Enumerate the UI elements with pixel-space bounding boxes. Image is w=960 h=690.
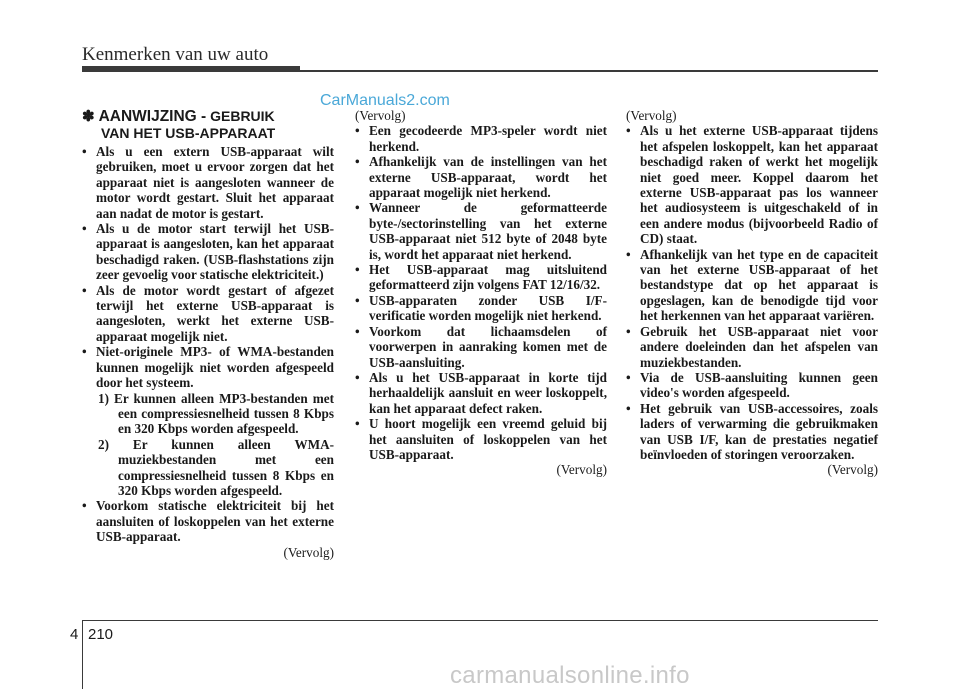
- note-heading: [82, 108, 334, 141]
- sub-list-item: 1) Er kunnen alleen MP3-bestanden met een compressiesnelheid tussen 8 Kbps en 320 Kbps worden afgespeeld.: [98, 390, 334, 437]
- list-item: [71, 283, 334, 345]
- continued-label: (Vervolg): [556, 462, 607, 478]
- header-rule-thick: [82, 66, 300, 72]
- list-item-text: U hoort mogelijk een vreemd geluid bij het aansluiten of loskoppelen van het USB-apparaat.: [369, 416, 607, 462]
- col1-bullet-list: [82, 144, 334, 545]
- list-item: [71, 498, 334, 544]
- bullet-icon: •: [82, 221, 87, 237]
- list-item-text: Als de motor wordt gestart of afgezet terwijl het externe USB-apparaat is aangesloten, werkt het externe USB-apparaat mogelijk niet.: [96, 282, 334, 344]
- bullet-icon: •: [355, 154, 360, 170]
- list-item: [344, 154, 607, 200]
- column-3: [626, 108, 878, 478]
- bullet-icon: •: [82, 344, 87, 360]
- col3-bullet-list: [626, 123, 878, 462]
- list-item-text: Als u de motor start terwijl het USB-apparaat is aangesloten, kan het apparaat beschadigd raken. (USB-flashstations zijn zeer gevoelig voor statische elektriciteit.): [96, 221, 334, 283]
- list-item: [344, 293, 607, 324]
- list-item: [344, 324, 607, 370]
- list-item-text: Wanneer de geformatteerde byte-/sectorinstelling van het externe USB-apparaat niet 512 byte of 2048 byte is, wordt het apparaat niet herkend.: [369, 200, 607, 262]
- note-star-icon: ✽: [82, 108, 95, 125]
- page-number: 210: [88, 626, 114, 643]
- footer-rule-horizontal: [82, 620, 878, 621]
- header-rule-thin: [300, 70, 878, 72]
- list-item-text: Als u het externe USB-apparaat tijdens het afspelen loskoppelt, kan het apparaat beschadigd raken of werkt het mogelijk niet goed meer. Koppel daarom het externe USB-apparaat pas los wanneer het audiosysteem is uitgeschakeld of in een andere modus (bijvoorbeeld Radio of CD) staat.: [640, 123, 878, 247]
- list-item: [71, 144, 334, 221]
- continued-label: (Vervolg): [283, 544, 334, 560]
- list-item: [71, 344, 334, 498]
- list-item-text: Afhankelijk van de instellingen van het externe USB-apparaat, wordt het apparaat mogelijk niet herkend.: [369, 154, 607, 201]
- bullet-icon: •: [626, 246, 631, 262]
- bullet-icon: •: [355, 200, 360, 216]
- bullet-icon: •: [355, 292, 360, 308]
- list-item: [71, 221, 334, 283]
- list-item: [615, 123, 878, 246]
- watermark-logo-bottom: carmanualsonline.info: [450, 662, 690, 689]
- list-item-text: Gebruik het USB-apparaat niet voor andere doeleinden dan het afspelen van muziekbestanden.: [640, 323, 878, 370]
- list-item-text: Het gebruik van USB-accessoires, zoals laders of verwarming die gebruikmaken van USB I/F, kan de prestaties negatief beïnvloeden of storingen veroorzaken.: [640, 400, 878, 462]
- list-item: [615, 324, 878, 370]
- bullet-icon: •: [626, 400, 631, 416]
- list-item-text: Via de USB-aansluiting kunnen geen video's worden afgespeeld.: [640, 369, 878, 401]
- list-item: [344, 200, 607, 262]
- continued-top-label: (Vervolg): [355, 108, 406, 123]
- bullet-icon: •: [355, 123, 360, 139]
- list-item-text: Afhankelijk van het type en de capaciteit van het externe USB-apparaat of het bestandstype dat op het apparaat is opgeslagen, kan de benodigde tijd voor het herkennen van het apparaat variëren.: [640, 246, 878, 324]
- list-item-text: Als u een extern USB-apparaat wilt gebruiken, moet u ervoor zorgen dat het apparaat niet is aangesloten wanneer de motor wordt gestart. Sluit het apparaat aan nadat de motor is gestart.: [96, 144, 334, 221]
- sub-list-item: 2) Er kunnen alleen WMA-muziekbestanden met een compressiesnelheid tussen 8 Kbps en 320 Kbps worden afgespeeld.: [98, 436, 334, 498]
- bullet-icon: •: [355, 262, 360, 278]
- list-item-text: Als u het USB-apparaat in korte tijd herhaaldelijk aansluit en weer loskoppelt, kan het apparaat defect raken.: [369, 369, 607, 416]
- watermark-logo-top: CarManuals2.com: [320, 92, 450, 109]
- list-item-text: Een gecodeerde MP3-speler wordt niet herkend.: [369, 123, 607, 154]
- list-item-text: Niet-originele MP3- of WMA-bestanden kunnen mogelijk niet worden afgespeeld door het systeem.: [96, 344, 334, 391]
- continued-label: (Vervolg): [827, 462, 878, 478]
- column-2: [355, 108, 607, 478]
- bullet-icon: •: [626, 323, 631, 339]
- chapter-number: 4: [70, 626, 79, 643]
- list-item: [344, 416, 607, 462]
- list-item: [615, 401, 878, 463]
- note-title-line2: VAN HET USB-APPARAAT: [101, 125, 276, 141]
- list-item-text: USB-apparaten zonder USB I/F-verificatie worden mogelijk niet herkend.: [369, 292, 607, 324]
- list-item-text: Voorkom statische elektriciteit bij het aansluiten of loskoppelen van het externe USB-apparaat.: [96, 498, 334, 545]
- col2-bullet-list: [355, 123, 607, 462]
- bullet-icon: •: [355, 416, 360, 432]
- bullet-icon: •: [82, 144, 87, 159]
- list-item-text: Het USB-apparaat mag uitsluitend geformatteerd zijn volgens FAT 12/16/32.: [369, 262, 607, 293]
- page-header-title: Kenmerken van uw auto: [82, 44, 269, 65]
- bullet-icon: •: [626, 369, 631, 385]
- list-item: [344, 123, 607, 154]
- bullet-icon: •: [626, 123, 631, 139]
- bullet-icon: •: [355, 323, 360, 339]
- note-title-rest: GEBRUIK: [206, 108, 275, 124]
- bullet-icon: •: [82, 498, 87, 514]
- list-item: [615, 247, 878, 324]
- continued-top-label: (Vervolg): [626, 108, 677, 123]
- list-item: [344, 370, 607, 416]
- sub-list: [82, 391, 334, 499]
- bullet-icon: •: [82, 282, 87, 298]
- column-1: [82, 108, 334, 560]
- list-item: [344, 262, 607, 293]
- list-item: [615, 370, 878, 401]
- bullet-icon: •: [355, 369, 360, 385]
- footer-rule-vertical: [82, 620, 83, 689]
- list-item-text: Voorkom dat lichaamsdelen of voorwerpen in aanraking komen met de USB-aansluiting.: [369, 323, 607, 370]
- note-title-main: AANWIJZING -: [98, 108, 207, 125]
